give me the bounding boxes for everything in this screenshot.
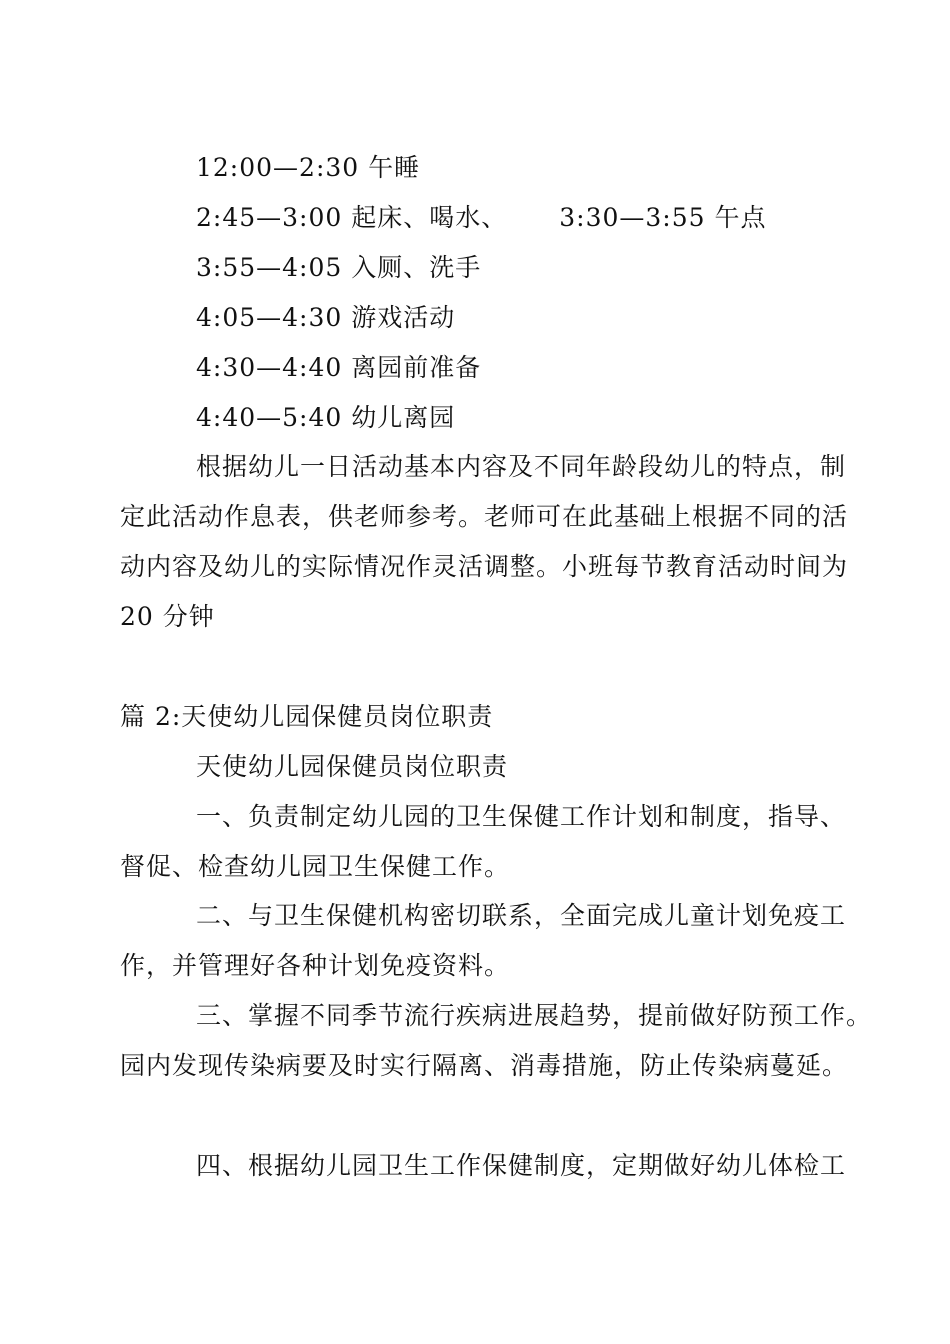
schedule-item: 2:45—3:00 起床、喝水、 (196, 203, 508, 232)
schedule-row (196, 203, 766, 233)
schedule-item: 12:00—2:30 午睡 (196, 153, 421, 182)
schedule-item: 4:30—4:40 离园前准备 (196, 353, 482, 382)
section-heading: 篇 2:天使幼儿园保健员岗位职责 (120, 702, 494, 731)
duty-line: 二、与卫生保健机构密切联系，全面完成儿童计划免疫工 (196, 901, 847, 930)
schedule-item: 4:05—4:30 游戏活动 (196, 303, 456, 332)
duty-line: 督促、检查幼儿园卫生保健工作。 (120, 852, 511, 881)
duty-line: 园内发现传染病要及时实行隔离、消毒措施，防止传染病蔓延。 (120, 1051, 849, 1080)
section-subtitle: 天使幼儿园保健员岗位职责 (196, 752, 509, 781)
duty-line: 三、掌握不同季节流行疾病进展趋势，提前做好防预工作。 (196, 1001, 873, 1030)
schedule-item: 3:30—3:55 午点 (559, 203, 767, 232)
schedule-item: 4:40—5:40 幼儿离园 (196, 403, 456, 432)
paragraph-line: 定此活动作息表，供老师参考。老师可在此基础上根据不同的活 (120, 502, 849, 531)
duty-line: 四、根据幼儿园卫生工作保健制度，定期做好幼儿体检工 (196, 1151, 847, 1180)
paragraph-line: 20 分钟 (120, 602, 215, 631)
paragraph-line: 动内容及幼儿的实际情况作灵活调整。小班每节教育活动时间为 (120, 552, 849, 581)
duty-line: 作，并管理好各种计划免疫资料。 (120, 951, 511, 980)
duty-line: 一、负责制定幼儿园的卫生保健工作计划和制度，指导、 (196, 802, 847, 831)
paragraph-line: 根据幼儿一日活动基本内容及不同年龄段幼儿的特点，制 (196, 452, 847, 481)
schedule-item: 3:55—4:05 入厕、洗手 (196, 253, 482, 282)
